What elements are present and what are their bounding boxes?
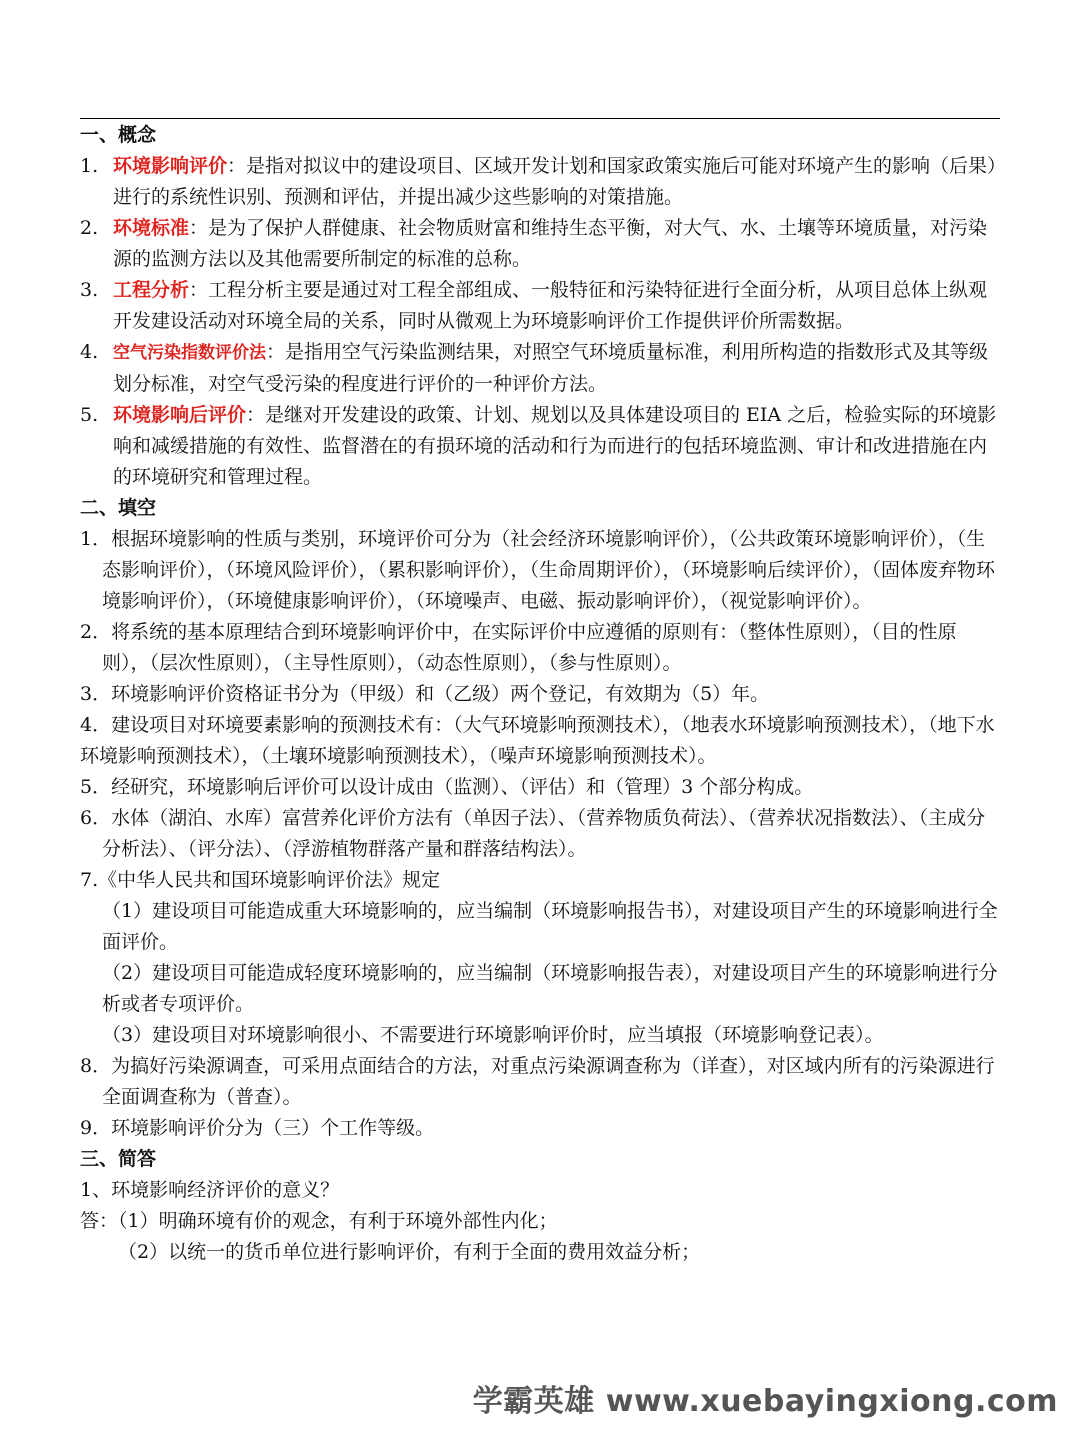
concept-item-3: 3. 工程分析：工程分析主要是通过对工程全部组成、一般特征和污染特征进行全面分析，从项目总体上纵观开发建设活动对环境全局的关系，同时从微观上为环境影响评价工作提供评价所需数据。: [80, 279, 988, 332]
fill-item-2: 2．将系统的基本原理结合到环境影响评价中，在实际评价中应遵循的原则有：（整体性原则），（目的性原则），（层次性原则），（主导性原则），（动态性原则），（参与性原则）。: [80, 621, 957, 674]
concept-item-2: 2. 环境标准：是为了保护人群健康、社会物质财富和维持生态平衡，对大气、水、土壤等环境质量，对污染源的监测方法以及其他需要所制定的标准的总称。: [80, 217, 988, 270]
document-body: [80, 120, 1000, 1268]
fill-item-8: 8．为搞好污染源调查，可采用点面结合的方法，对重点污染源调查称为（详查），对区域内所有的污染源进行全面调查称为（普查）。: [80, 1055, 995, 1108]
concept-item-5: 5. 环境影响后评价：是继对开发建设的政策、计划、规划以及具体建设项目的 EIA 之后，检验实际的环境影响和减缓措施的有效性、监督潜在的有损环境的活动和行为而进行的包括环境监测、审计和改进措施在内的环境研究和管理过程。: [80, 404, 997, 488]
question-1: 1、环境影响经济评价的意义？: [80, 1179, 340, 1201]
concept-term: 工程分析: [113, 279, 190, 301]
fill-item-6: 6．水体（湖泊、水库）富营养化评价方法有（单因子法）、（营养物质负荷法）、（营养状况指数法）、（主成分分析法）、（评分法）、（浮游植物群落产量和群落结构法）。: [80, 807, 986, 860]
answer-line-2: （2）以统一的货币单位进行影响评价，有利于全面的费用效益分析；: [118, 1241, 701, 1263]
fill-item-7-1: （1）建设项目可能造成重大环境影响的，应当编制（环境影响报告书），对建设项目产生的环境影响进行全面评价。: [102, 900, 998, 953]
section-heading-fill-in: 二、填空: [80, 497, 157, 519]
fill-item-7-2: （2）建设项目可能造成轻度环境影响的，应当编制（环境影响报告表），对建设项目产生的环境影响进行分析或者专项评价。: [102, 962, 998, 1015]
site-watermark: 学霸英雄 www.xuebayingxiong.com: [472, 1384, 1058, 1419]
section-heading-concepts: 一、概念: [80, 124, 157, 146]
fill-item-5: 5．经研究，环境影响后评价可以设计成由（监测）、（评估）和（管理）3 个部分构成。: [80, 776, 814, 798]
fill-item-7: 7.《中华人民共和国环境影响评价法》规定: [80, 869, 441, 891]
answer-line-1: 答：（1）明确环境有价的观念，有利于环境外部性内化；: [80, 1210, 558, 1232]
fill-item-9: 9．环境影响评价分为（三）个工作等级。: [80, 1117, 435, 1139]
concept-term: 环境影响评价: [113, 155, 228, 177]
concept-item-4: 4. 空气污染指数评价法：是指用空气污染监测结果，对照空气环境质量标准，利用所构造的指数形式及其等级划分标准，对空气受污染的程度进行评价的一种评价方法。: [80, 341, 989, 395]
section-heading-short-answer: 三、简答: [80, 1148, 157, 1170]
fill-item-4: 4．建设项目对环境要素影响的预测技术有：（大气环境影响预测技术），（地表水环境影响预测技术），（地下水环境影响预测技术），（土壤环境影响预测技术），（噪声环境影响预测技术）。: [80, 714, 995, 767]
concept-term: 空气污染指数评价法: [113, 343, 266, 363]
concept-term: 环境影响后评价: [113, 404, 247, 426]
fill-item-7-3: （3）建设项目对环境影响很小、不需要进行环境影响评价时，应当填报（环境影响登记表）。: [102, 1024, 884, 1046]
concept-item-1: 1. 环境影响评价：是指对拟议中的建设项目、区域开发计划和国家政策实施后可能对环境产生的影响（后果）进行的系统性识别、预测和评估，并提出减少这些影响的对策措施。: [80, 155, 997, 208]
concept-term: 环境标准: [113, 217, 190, 239]
fill-item-1: 1．根据环境影响的性质与类别，环境评价可分为（社会经济环境影响评价），（公共政策环境影响评价），（生态影响评价），（环境风险评价），（累积影响评价），（生命周期评价），（环境影响后续评价），（固体废弃物环境影响评价），（环境健康影响评价），（环境噪声、电磁、振动影响评价），（视觉影响评价）。: [80, 528, 996, 612]
header-rule: [80, 118, 1000, 119]
fill-item-3: 3．环境影响评价资格证书分为（甲级）和（乙级）两个登记，有效期为（5）年。: [80, 683, 770, 705]
